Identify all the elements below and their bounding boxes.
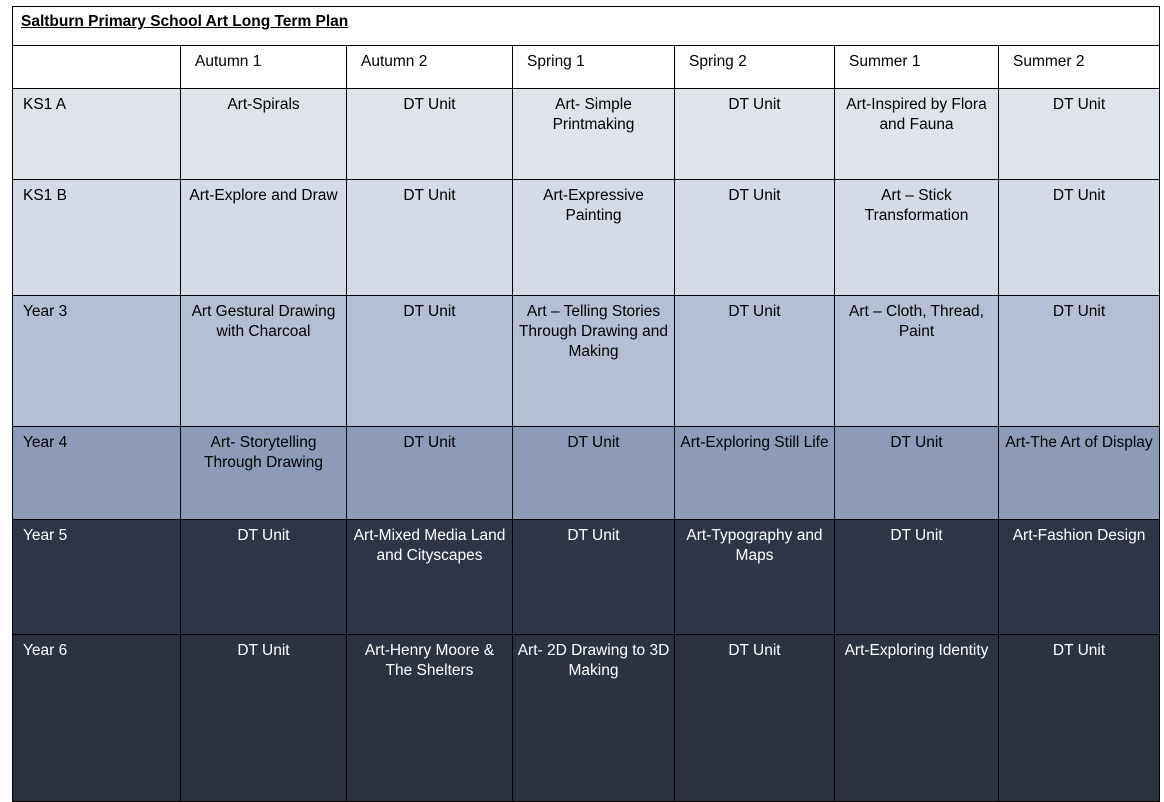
cell-year-6-summer-1: Art-Exploring Identity <box>835 635 999 802</box>
cell-ks1-a-autumn-1: Art-Spirals <box>181 89 347 180</box>
column-header-spring-1: Spring 1 <box>513 46 675 89</box>
table-row <box>13 520 1160 635</box>
document-title-cell <box>13 7 1160 46</box>
row-label-year-4: Year 4 <box>13 427 181 520</box>
row-label-year-5: Year 5 <box>13 520 181 635</box>
cell-ks1-a-spring-1: Art- Simple Printmaking <box>513 89 675 180</box>
cell-year-3-summer-2: DT Unit <box>999 296 1160 427</box>
cell-year-3-spring-1: Art – Telling Stories Through Drawing and Making <box>513 296 675 427</box>
cell-year-4-spring-1: DT Unit <box>513 427 675 520</box>
table-corner-cell <box>13 46 181 89</box>
cell-year-6-autumn-1: DT Unit <box>181 635 347 802</box>
cell-year-4-spring-2: Art-Exploring Still Life <box>675 427 835 520</box>
cell-year-4-summer-2: Art-The Art of Display <box>999 427 1160 520</box>
column-header-autumn-1: Autumn 1 <box>181 46 347 89</box>
cell-year-5-summer-1: DT Unit <box>835 520 999 635</box>
cell-year-5-spring-2: Art-Typography and Maps <box>675 520 835 635</box>
cell-year-6-autumn-2: Art-Henry Moore & The Shelters <box>347 635 513 802</box>
cell-ks1-b-autumn-1: Art-Explore and Draw <box>181 180 347 296</box>
column-header-summer-2: Summer 2 <box>999 46 1160 89</box>
table-row <box>13 635 1160 802</box>
cell-year-5-autumn-2: Art-Mixed Media Land and Cityscapes <box>347 520 513 635</box>
row-label-ks1-b: KS1 B <box>13 180 181 296</box>
row-label-ks1-a: KS1 A <box>13 89 181 180</box>
cell-year-6-summer-2: DT Unit <box>999 635 1160 802</box>
page-title: Saltburn Primary School Art Long Term Plan <box>21 13 349 30</box>
cell-ks1-b-autumn-2: DT Unit <box>347 180 513 296</box>
cell-year-6-spring-1: Art- 2D Drawing to 3D Making <box>513 635 675 802</box>
row-label-year-3: Year 3 <box>13 296 181 427</box>
cell-ks1-b-spring-2: DT Unit <box>675 180 835 296</box>
column-header-summer-1: Summer 1 <box>835 46 999 89</box>
cell-year-3-autumn-2: DT Unit <box>347 296 513 427</box>
cell-year-3-autumn-1: Art Gestural Drawing with Charcoal <box>181 296 347 427</box>
cell-ks1-a-spring-2: DT Unit <box>675 89 835 180</box>
cell-ks1-a-summer-2: DT Unit <box>999 89 1160 180</box>
table-row <box>13 89 1160 180</box>
cell-year-3-summer-1: Art – Cloth, Thread, Paint <box>835 296 999 427</box>
long-term-plan-table <box>12 6 1160 802</box>
row-label-year-6: Year 6 <box>13 635 181 802</box>
table-row <box>13 427 1160 520</box>
column-header-spring-2: Spring 2 <box>675 46 835 89</box>
cell-ks1-b-spring-1: Art-Expressive Painting <box>513 180 675 296</box>
cell-ks1-b-summer-2: DT Unit <box>999 180 1160 296</box>
cell-year-5-spring-1: DT Unit <box>513 520 675 635</box>
cell-year-3-spring-2: DT Unit <box>675 296 835 427</box>
cell-year-5-autumn-1: DT Unit <box>181 520 347 635</box>
cell-year-5-summer-2: Art-Fashion Design <box>999 520 1160 635</box>
cell-ks1-b-summer-1: Art – Stick Transformation <box>835 180 999 296</box>
header-row <box>13 46 1160 89</box>
table-row <box>13 296 1160 427</box>
cell-ks1-a-autumn-2: DT Unit <box>347 89 513 180</box>
cell-ks1-a-summer-1: Art-Inspired by Flora and Fauna <box>835 89 999 180</box>
title-row <box>13 7 1160 46</box>
cell-year-4-autumn-2: DT Unit <box>347 427 513 520</box>
column-header-autumn-2: Autumn 2 <box>347 46 513 89</box>
cell-year-4-autumn-1: Art- Storytelling Through Drawing <box>181 427 347 520</box>
cell-year-6-spring-2: DT Unit <box>675 635 835 802</box>
cell-year-4-summer-1: DT Unit <box>835 427 999 520</box>
table-row <box>13 180 1160 296</box>
